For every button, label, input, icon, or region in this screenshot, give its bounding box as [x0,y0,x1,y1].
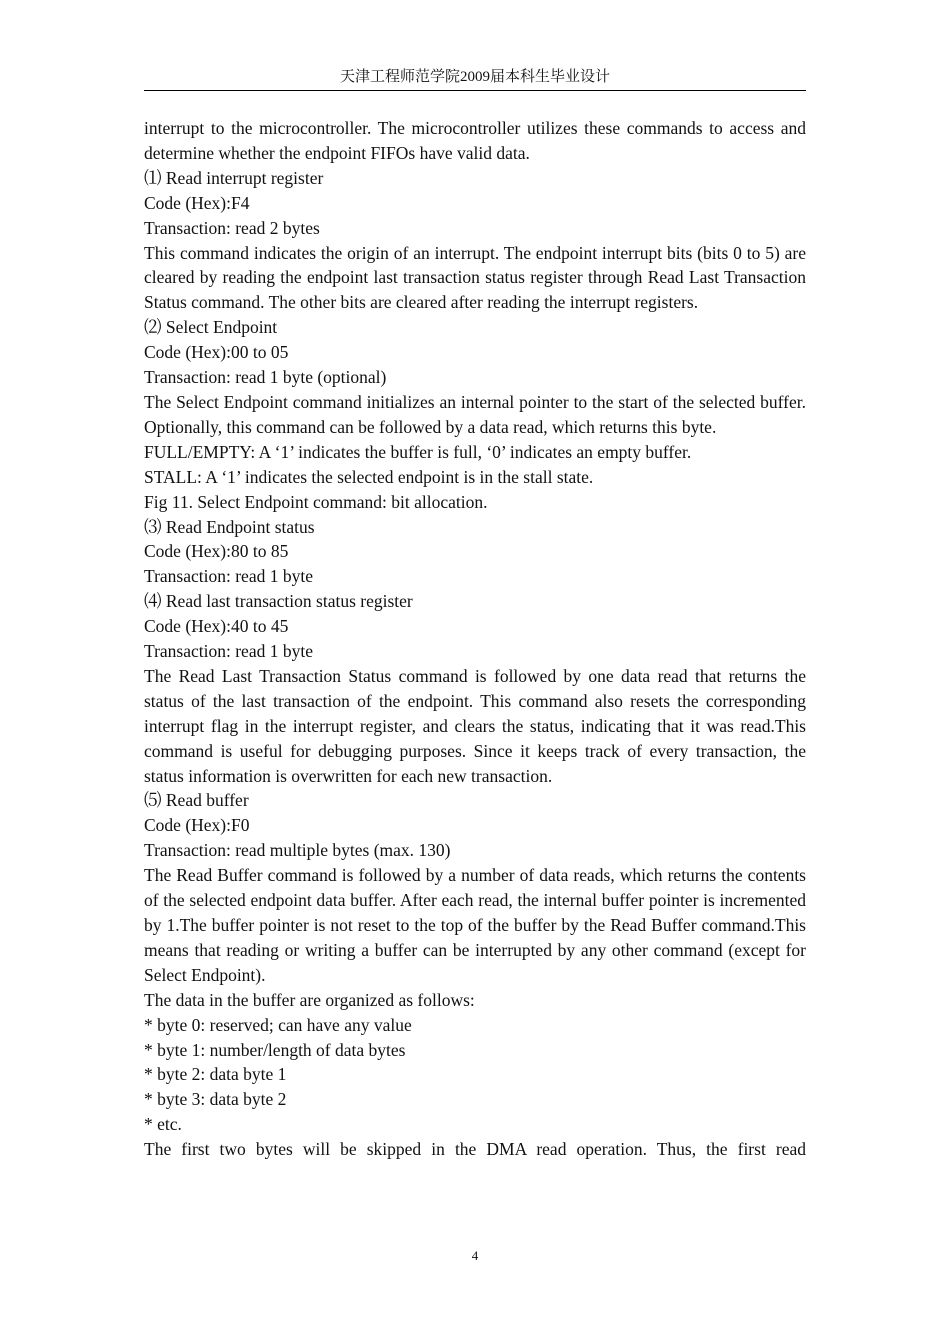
heading-read-interrupt-register: ⑴ Read interrupt register [144,167,324,188]
code-line-select-endpoint: Code (Hex):00 to 05 [144,342,289,363]
header-title: 天津工程师范学院2009届本科生毕业设计 [339,69,610,85]
transaction-line-read-buffer: Transaction: read multiple bytes (max. 130) [144,840,451,861]
transaction-line-read-interrupt: Transaction: read 2 bytes [144,217,320,238]
paragraph-read-last-transaction: The Read Last Transaction Status command is followed by one data read that returns the status of the last transaction of the endpoint. This command also resets the corresponding interrupt flag in the interrupt register, and clears the status, indicating that it was read.This command is useful for debugging purposes. Since it keeps track of every transaction, the status information is overwritten for each new transaction. [144,665,806,786]
list-item-byte-3: * byte 3: data byte 2 [144,1089,287,1110]
code-line-read-last-transaction: Code (Hex):40 to 45 [144,616,289,637]
page-header [144,66,806,91]
code-line-read-endpoint-status: Code (Hex):80 to 85 [144,541,289,562]
line-buffer-organization: The data in the buffer are organized as follows: [144,989,475,1010]
line-stall: STALL: A ‘1’ indicates the selected endpoint is in the stall state. [144,466,594,487]
transaction-line-read-endpoint-status: Transaction: read 1 byte [144,566,313,587]
page-number: 4 [471,1248,479,1263]
list-item-etc: * etc. [144,1114,182,1135]
paragraph-select-endpoint: The Select Endpoint command initializes an internal pointer to the start of the selected buffer. Optionally, this command can be followed by a data read, which returns this byte. [144,391,806,437]
paragraph-read-interrupt: This command indicates the origin of an interrupt. The endpoint interrupt bits (bits 0 to 5) are cleared by reading the endpoint last transaction status register through Read Last Transaction Status command. The other bits are cleared after reading the interrupt registers. [144,242,806,313]
paragraph-read-buffer: The Read Buffer command is followed by a number of data reads, which returns the contents of the selected endpoint data buffer. After each read, the internal buffer pointer is incremented by 1.The buffer pointer is not reset to the top of the buffer by the Read Buffer command.This means that reading or writing a buffer can be interrupted by any other command (except for Select Endpoint). [144,865,806,985]
document-body [144,116,806,1162]
paragraph-dma-read-start: The first two bytes will be skipped in the DMA read operation. Thus, the first read [144,1139,806,1160]
paragraph-intro-continuation: interrupt to the microcontroller. The microcontroller utilizes these commands to access and determine whether the endpoint FIFOs have valid data. [144,118,806,163]
transaction-line-read-last-transaction: Transaction: read 1 byte [144,641,313,662]
line-full-empty: FULL/EMPTY: A ‘1’ indicates the buffer is full, ‘0’ indicates an empty buffer. [144,441,692,462]
list-item-byte-0: * byte 0: reserved; can have any value [144,1014,412,1035]
list-item-byte-2: * byte 2: data byte 1 [144,1064,287,1085]
code-line-read-interrupt: Code (Hex):F4 [144,192,250,213]
transaction-line-select-endpoint: Transaction: read 1 byte (optional) [144,367,387,388]
heading-read-last-transaction: ⑷ Read last transaction status register [144,591,413,612]
code-line-read-buffer: Code (Hex):F0 [144,815,250,836]
heading-read-endpoint-status: ⑶ Read Endpoint status [144,516,315,537]
page-footer [0,1247,950,1265]
heading-select-endpoint: ⑵ Select Endpoint [144,317,278,338]
figure-caption: Fig 11. Select Endpoint command: bit allocation. [144,491,488,512]
list-item-byte-1: * byte 1: number/length of data bytes [144,1039,406,1060]
heading-read-buffer: ⑸ Read buffer [144,790,249,811]
